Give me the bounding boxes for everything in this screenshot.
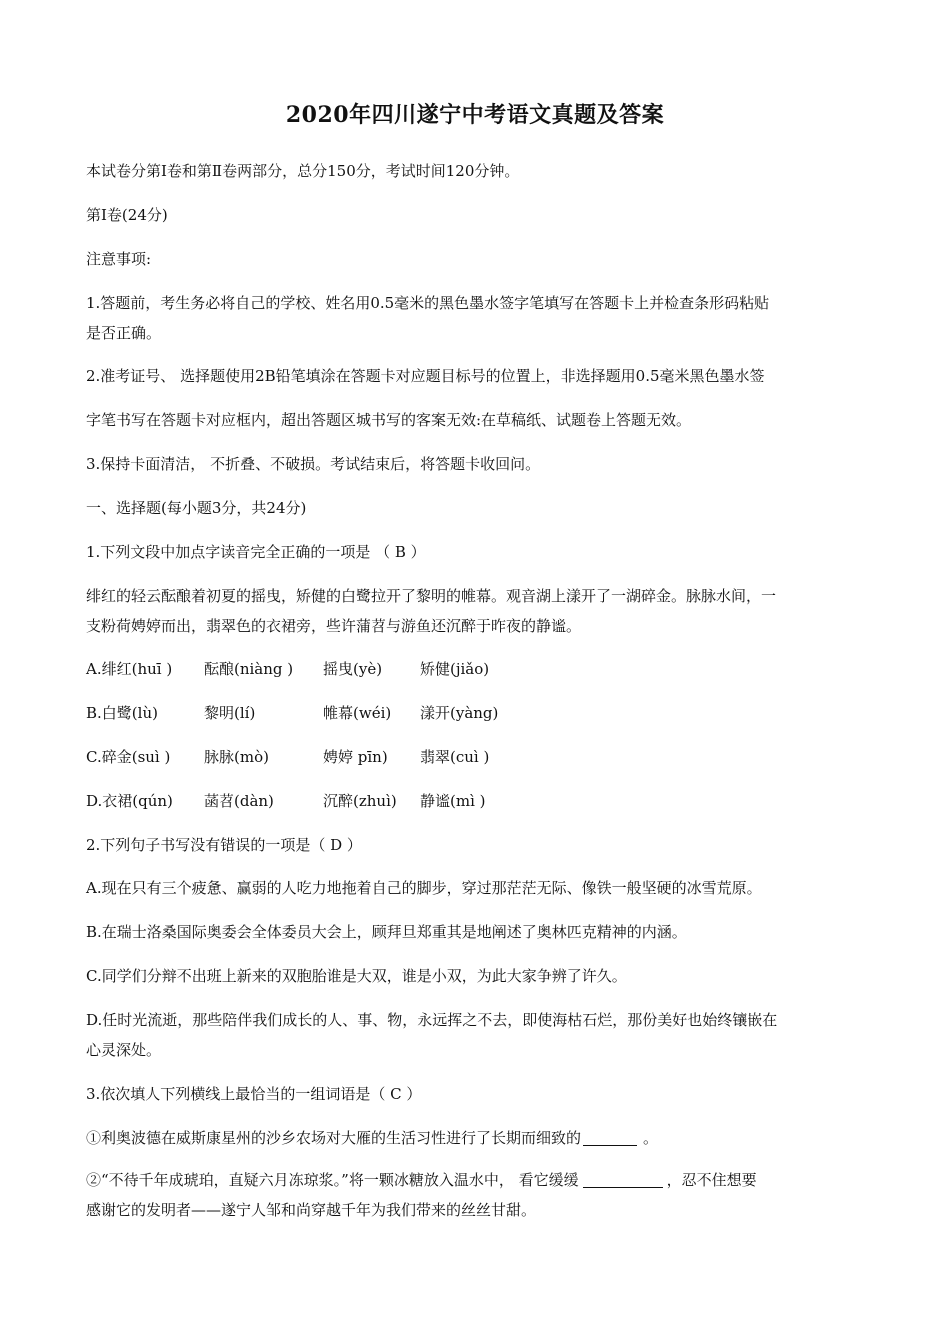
fill-blank-2 [583,1186,663,1188]
question-3-sentence-2 [86,1163,866,1197]
notice-title: 注意事项: [86,250,152,268]
question-1-stem: 1.下列文段中加点字读音完全正确的一项是 （ B ） [86,543,426,561]
option-b-word-4: 漾开(yàng) [420,704,499,722]
document-title: 2020年四川遂宁中考语文真题及答案 [285,102,665,128]
question-2-option-d-line-1: D.任时光流逝，那些陪伴我们成长的人、事、物，永远挥之不去，即使海枯石烂，那份美好也始终镶嵌在 [86,1011,778,1029]
question-2-option-b: B.在瑞士洛桑国际奥委会全体委员大会上，顾拜旦郑重其是地阐述了奥林匹克精神的内涵。 [86,923,687,941]
option-c-word-3: 娉婷 pīn) [323,748,388,766]
question-2-stem: 2.下列句子书写没有错误的一项是（ D ） [86,836,362,854]
part-heading: 第Ⅰ卷(24分) [86,206,168,224]
option-b-word-2: 黎明(lí) [204,704,256,722]
option-a-word-4: 矫健(jiǎo) [420,660,490,678]
question-2-option-c: C.同学们分辩不出班上新来的双胞胎谁是大双，谁是小双，为此大家争辨了许久。 [86,967,627,985]
option-b-word-3: 帷幕(wéi) [323,704,392,722]
notice-item-3: 3.保持卡面清洁， 不折叠、不破损。考试结束后，将答题卡收回问。 [86,455,541,473]
intro-text: 本试卷分第Ⅰ卷和第Ⅱ卷两部分，总分150分，考试时间120分钟。 [86,162,520,180]
option-d-word-1: D.衣裙(qún) [86,792,173,810]
notice-item-1-line-2: 是否正确。 [86,324,162,342]
question-1-option-a [86,652,866,686]
sentence-2-continue: ，忍不住想要 [666,1171,757,1189]
notice-item-1-line-1: 1.答题前，考生务必将自己的学校、姓名用0.5毫米的黑色墨水签字笔填写在答题卡上并检查条形码粘贴 [86,294,770,312]
question-3-sentence-1 [86,1121,866,1155]
sentence-1-text: ①利奥波德在威斯康星州的沙乡农场对大雁的生活习性进行了长期而细致的 [86,1129,582,1147]
option-d-word-3: 沉醉(zhuì) [323,792,397,810]
fill-blank-1 [583,1144,637,1146]
question-1-option-d [86,784,866,818]
question-3-stem: 3.依次填人下列横线上最恰当的一组词语是（ C ） [86,1085,422,1103]
option-d-word-2: 菡苕(dàn) [204,792,274,810]
option-d-word-4: 静谧(mì ) [420,792,486,810]
sentence-1-end: 。 [643,1129,659,1147]
option-c-word-1: C.碎金(suì ) [86,748,171,766]
question-3-sentence-2-line-2: 感谢它的发明者——遂宁人邹和尚穿越千年为我们带来的丝丝甘甜。 [86,1201,537,1219]
question-1-passage-line-2: 支粉荷娉婷而出，翡翠色的衣裙旁，些许蒲苕与游鱼还沉醉于昨夜的静谧。 [86,617,582,635]
option-c-word-2: 脉脉(mò) [204,748,269,766]
question-1-option-c [86,740,866,774]
option-a-word-2: 酝酿(niàng ) [204,660,294,678]
option-a-word-1: A.绯红(huī ) [86,660,173,678]
sentence-2-text: ②“不待千年成琥珀，直疑六月冻琼浆。”将一颗冰糖放入温水中， 看它缓缓 [86,1171,579,1189]
notice-item-2-line-1: 2.准考证号、 选择题使用2B铅笔填涂在答题卡对应题目标号的位置上，非选择题用0.5毫米黑色墨水签 [86,367,765,385]
option-c-word-4: 翡翠(cuì ) [420,748,490,766]
notice-item-2-line-2: 字笔书写在答题卡对应框内，超出答题区城书写的客案无效:在草稿纸、试题卷上答题无效。 [86,411,692,429]
question-1-option-b [86,696,866,730]
question-2-option-d-line-2: 心灵深处。 [86,1041,162,1059]
question-1-passage-line-1: 绯红的轻云酝酿着初夏的摇曳，矫健的白鹭拉开了黎明的帷幕。观音湖上漾开了一湖碎金。脉脉水间，一 [86,587,777,605]
section-heading: 一、选择题(每小题3分，共24分) [86,499,307,517]
option-a-word-3: 摇曳(yè) [323,660,383,678]
option-b-word-1: B.白鹭(lù) [86,704,158,722]
question-2-option-a: A.现在只有三个疲惫、赢弱的人吃力地拖着自己的脚步，穿过那茫茫无际、像铁一般坚硬的冰雪荒原。 [86,879,762,897]
